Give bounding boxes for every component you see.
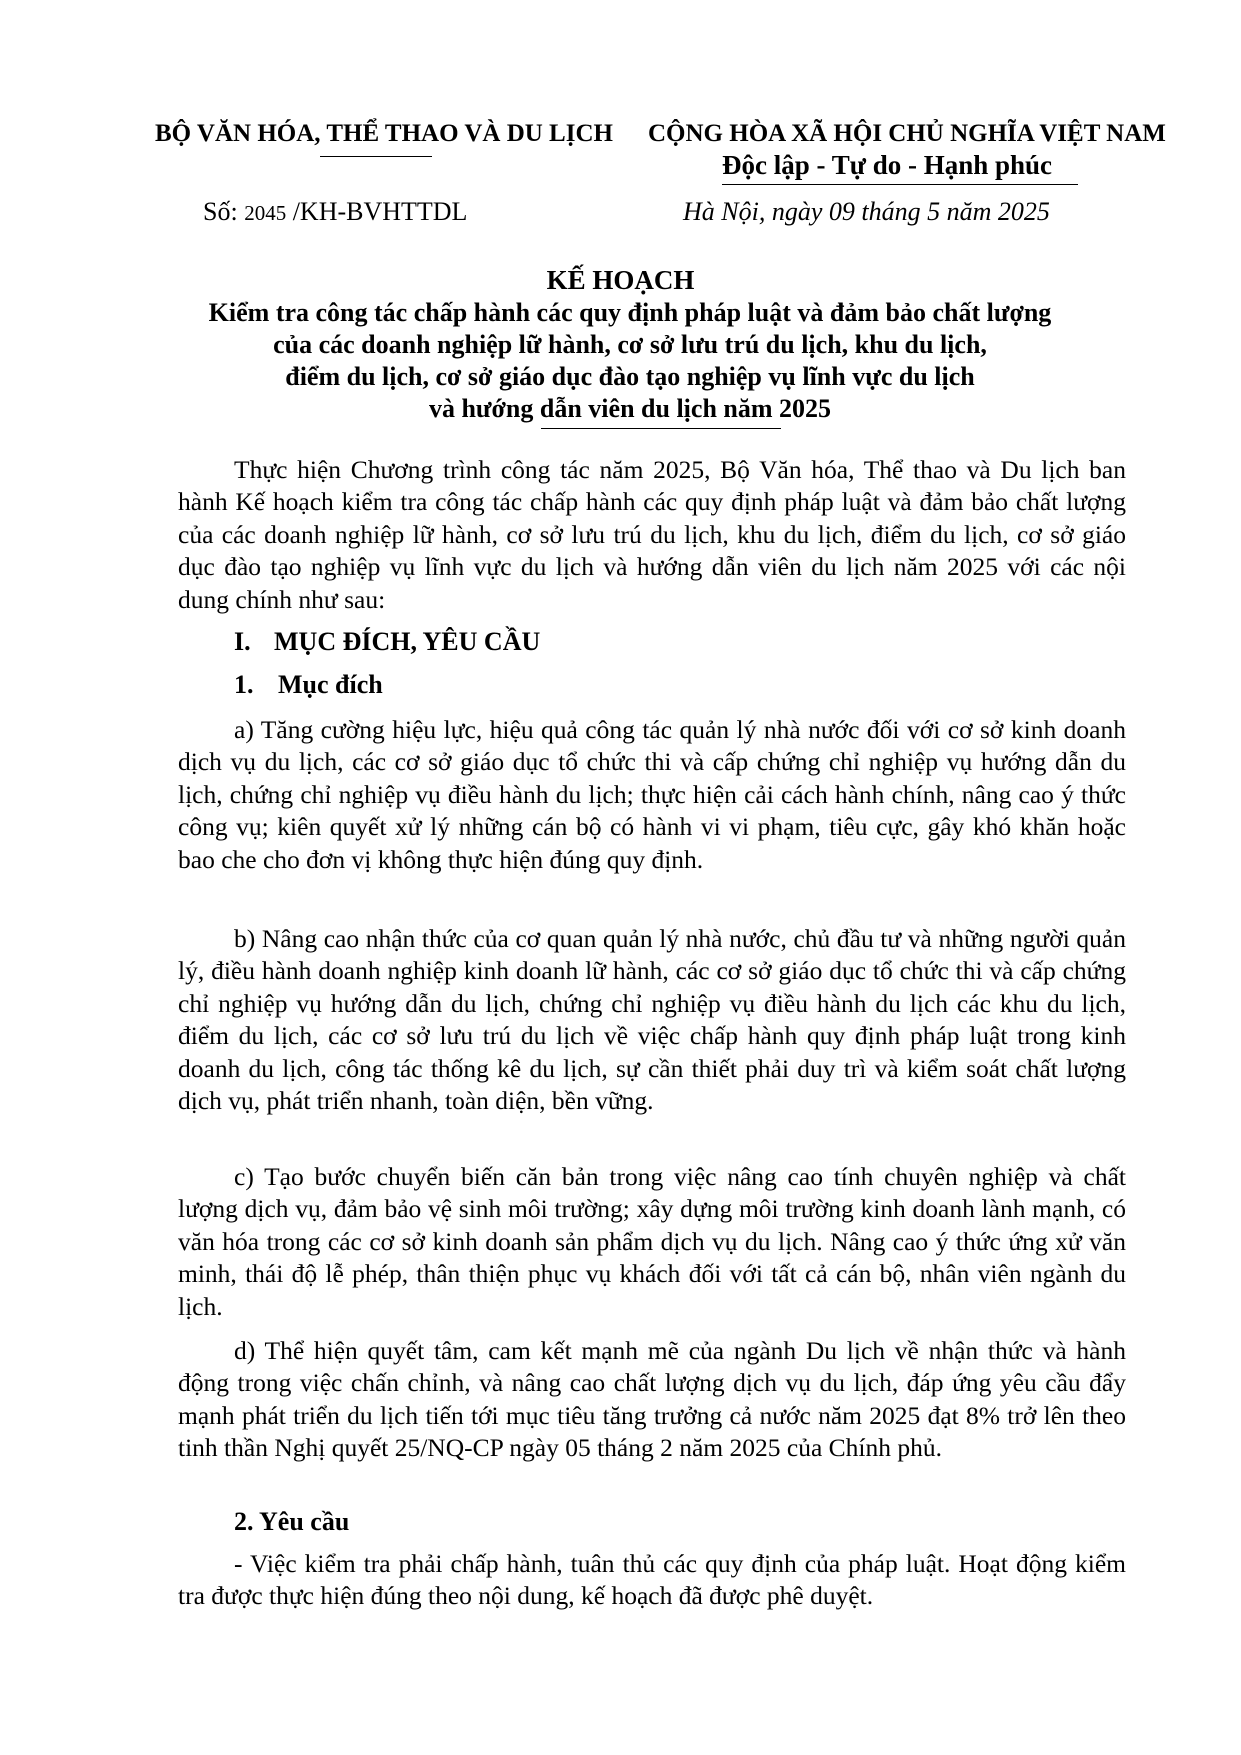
republic-name: CỘNG HÒA XÃ HỘI CHỦ NGHĨA VIỆT NAM bbox=[648, 120, 1166, 147]
section-heading-1 bbox=[234, 627, 540, 657]
document-number-value: 2045 bbox=[244, 201, 287, 225]
title-line-3: điểm du lịch, cơ sở giáo dục đào tạo nghiệp vụ lĩnh vực du lịch bbox=[285, 362, 975, 391]
paragraph-a: a) Tăng cường hiệu lực, hiệu quả công tác quản lý nhà nước đối với cơ sở kinh doanh dịch vụ du lịch, các cơ sở giáo dục tổ chức thi và cấp chứng chỉ nghiệp vụ hướng dẫn du lịch, chứng chỉ nghiệp vụ điều hành du lịch; thực hiện cải cách hành chính, nâng cao ý thức công vụ; kiên quyết xử lý những cán bộ có hành vi vi phạm, tiêu cực, gây khó khăn hoặc bao che cho đơn vị không thực hiện đúng quy định. bbox=[178, 715, 1126, 874]
section-heading-1-number: I. bbox=[234, 627, 251, 656]
title-line-2: của các doanh nghiệp lữ hành, cơ sở lưu trú du lịch, khu du lịch, bbox=[273, 330, 987, 359]
document-number-label: Số: bbox=[203, 197, 245, 226]
paragraph-requirement: - Việc kiểm tra phải chấp hành, tuân thủ các quy định của pháp luật. Hoạt động kiểm tra được thực hiện đúng theo nội dung, kế hoạch đã được phê duyệt. bbox=[178, 1549, 1126, 1611]
title-line-1: Kiểm tra công tác chấp hành các quy định pháp luật và đảm bảo chất lượng bbox=[208, 298, 1052, 327]
title-line-4: và hướng dẫn viên du lịch năm 2025 bbox=[428, 394, 832, 423]
date-prefix: Hà Nội, ngày bbox=[683, 197, 829, 226]
paragraph-d: d) Thể hiện quyết tâm, cam kết mạnh mẽ của ngành Du lịch về nhận thức và hành động trong việc chấn chỉnh, và nâng cao chất lượng dịch vụ du lịch, đáp ứng yêu cầu đẩy mạnh phát triển du lịch tiến tới mục tiêu tăng trưởng cả nước năm 2025 đạt 8% trở lên theo tinh thần Nghị quyết 25/NQ-CP ngày 05 tháng 2 năm 2025 của Chính phủ. bbox=[178, 1336, 1126, 1463]
document-type-title: KẾ HOẠCH bbox=[546, 265, 695, 295]
ministry-name: BỘ VĂN HÓA, THỂ THAO VÀ DU LỊCH bbox=[155, 120, 613, 147]
date-month-label: tháng bbox=[854, 197, 928, 226]
subsection-heading-2: 2. Yêu cầu bbox=[234, 1507, 350, 1536]
motto-underline bbox=[722, 184, 1078, 185]
date-year: năm 2025 bbox=[940, 197, 1050, 226]
date-month: 5 bbox=[927, 197, 941, 226]
national-motto: Độc lập - Tự do - Hạnh phúc bbox=[722, 150, 1053, 180]
intro-paragraph: Thực hiện Chương trình công tác năm 2025, Bộ Văn hóa, Thể thao và Du lịch ban hành Kế hoạch kiểm tra công tác chấp hành các quy định pháp luật và đảm bảo chất lượng của các doanh nghiệp lữ hành, cơ sở lưu trú du lịch, khu du lịch, điểm du lịch, cơ sở giáo dục đào tạo nghiệp vụ lĩnh vực du lịch và hướng dẫn viên du lịch năm 2025 với các nội dung chính như sau: bbox=[178, 455, 1126, 614]
document-date bbox=[683, 197, 1050, 227]
paragraph-b: b) Nâng cao nhận thức của cơ quan quản lý nhà nước, chủ đầu tư và những người quản lý, điều hành doanh nghiệp kinh doanh lữ hành, các cơ sở giáo dục tổ chức thi và cấp chứng chỉ nghiệp vụ hướng dẫn du lịch, chứng chỉ nghiệp vụ điều hành du lịch các khu du lịch, điểm du lịch, các cơ sở lưu trú du lịch về việc chấp hành quy định pháp luật trong kinh doanh du lịch, công tác thống kê du lịch, sự cần thiết phải duy trì và kiểm soát chất lượng dịch vụ, phát triển nhanh, toàn diện, bền vững. bbox=[178, 924, 1126, 1116]
section-heading-1-title: MỤC ĐÍCH, YÊU CẦU bbox=[274, 627, 541, 656]
date-day: 09 bbox=[828, 197, 855, 226]
title-underline bbox=[541, 428, 781, 429]
subsection-heading-1-number: 1. bbox=[234, 670, 254, 699]
document-number-suffix: /KH-BVHTTDL bbox=[286, 197, 468, 226]
paragraph-c: c) Tạo bước chuyển biến căn bản trong việc nâng cao tính chuyên nghiệp và chất lượng dịch vụ, đảm bảo vệ sinh môi trường; xây dựng môi trường kinh doanh lành mạnh, có văn hóa trong các cơ sở kinh doanh sản phẩm dịch vụ du lịch. Nâng cao ý thức ứng xử văn minh, thái độ lễ phép, thân thiện phục vụ khách đối với tất cả cán bộ, nhân viên ngành du lịch. bbox=[178, 1162, 1126, 1321]
subsection-heading-1-title: Mục đích bbox=[278, 670, 383, 699]
document-number bbox=[203, 197, 467, 227]
ministry-underline bbox=[320, 156, 432, 157]
subsection-heading-1 bbox=[234, 670, 383, 700]
